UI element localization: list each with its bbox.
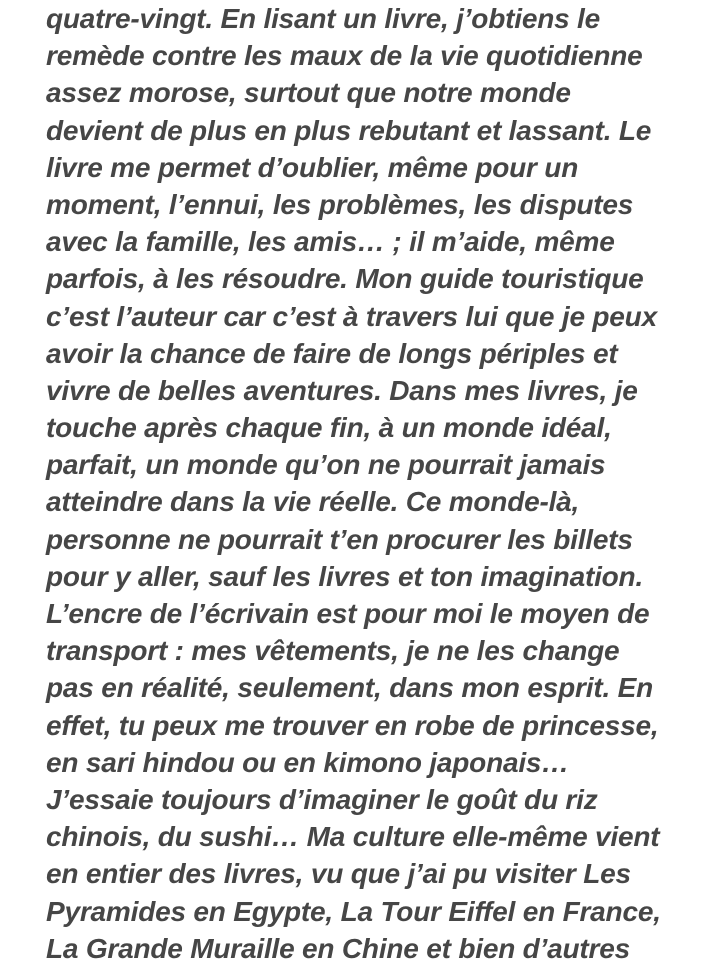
text-line: touche après chaque fin, à un monde idéal, xyxy=(46,412,612,444)
text-line: atteindre dans la vie réelle. Ce monde-là, xyxy=(46,486,580,518)
text-line: J’essaie toujours d’imaginer le goût du riz xyxy=(46,783,598,815)
text-line: L’encre de l’écrivain est pour moi le moyen de xyxy=(46,598,650,629)
text-line: avoir la chance de faire de longs périples et xyxy=(46,337,618,369)
text-line: quatre-vingt. En lisant un livre, j’obtiens le xyxy=(46,3,600,34)
text-line: chinois, du sushi… Ma culture elle-même vient xyxy=(46,821,660,853)
body-paragraph xyxy=(46,0,696,967)
text-line: livre me permet d’oublier, même pour un xyxy=(46,151,579,183)
text-line: c’est l’auteur car c’est à travers lui que je peux xyxy=(46,300,657,332)
text-line: transport : mes vêtements, je ne les change xyxy=(46,635,620,667)
text-line: personne ne pourrait t’en procurer les billets xyxy=(46,523,633,555)
text-line: devient de plus en plus rebutant et lassant. Le xyxy=(46,114,652,146)
text-line: assez morose, surtout que notre monde xyxy=(46,77,571,109)
text-line: Pyramides en Egypte, La Tour Eiffel en France, xyxy=(46,895,661,927)
text-line: en sari hindou ou en kimono japonais… xyxy=(46,746,570,778)
text-line: parfait, un monde qu’on ne pourrait jamais xyxy=(46,449,606,481)
text-line: vivre de belles aventures. Dans mes livres, je xyxy=(46,374,638,406)
text-line: pas en réalité, seulement, dans mon esprit. En xyxy=(46,672,653,704)
text-line: moment, l’ennui, les problèmes, les disputes xyxy=(46,188,634,220)
text-line: remède contre les maux de la vie quotidienne xyxy=(46,40,643,72)
text-line: parfois, à les résoudre. Mon guide touristique xyxy=(46,263,644,295)
text-line: en entier des livres, vu que j’ai pu visiter Les xyxy=(46,858,631,890)
text-line: effet, tu peux me trouver en robe de princesse, xyxy=(46,709,659,741)
text-line: pour y aller, sauf les livres et ton imagination. xyxy=(46,560,644,592)
text-line: La Grande Muraille en Chine et bien d’autres xyxy=(46,932,630,964)
text-line: avec la famille, les amis… ; il m’aide, même xyxy=(46,226,615,258)
